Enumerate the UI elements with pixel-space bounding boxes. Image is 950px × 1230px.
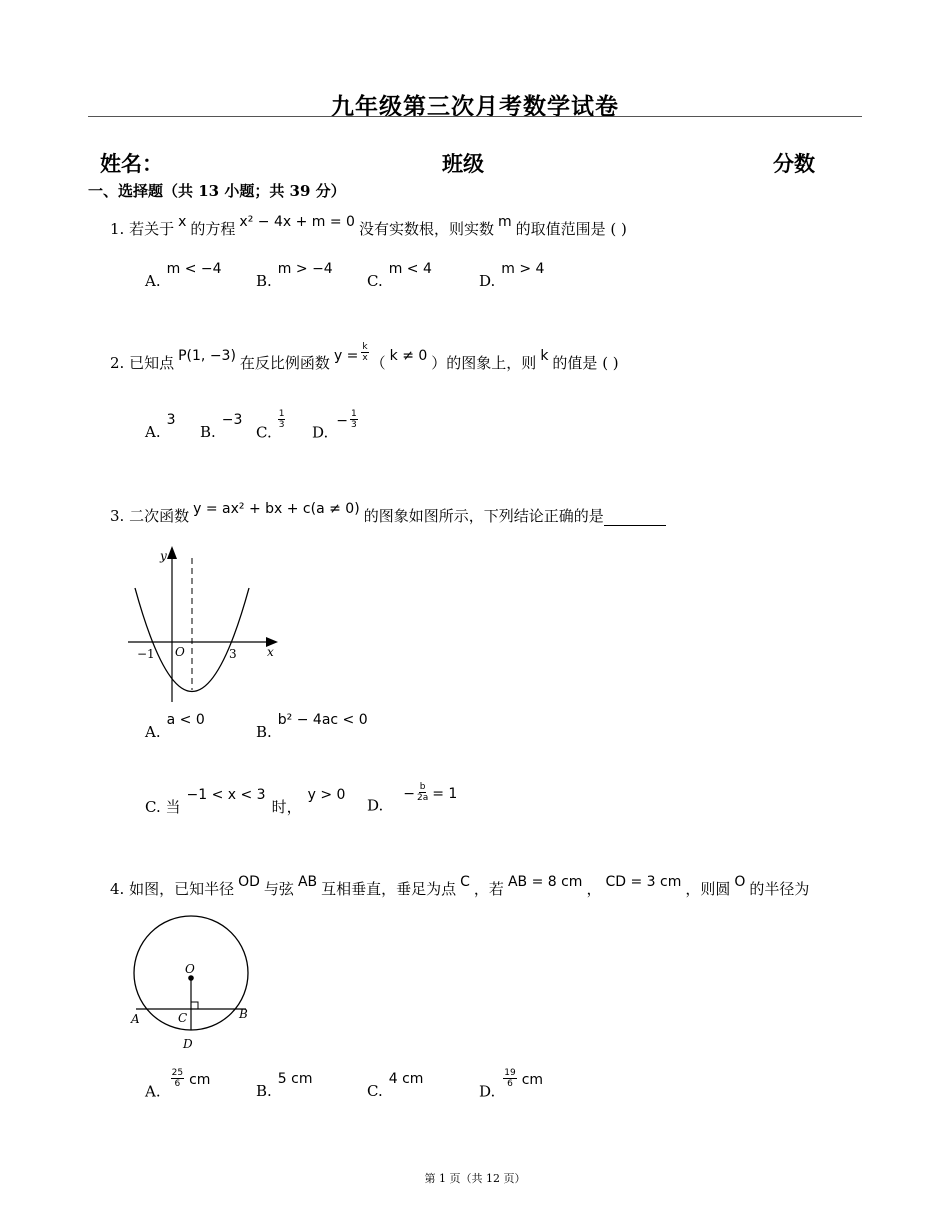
origin-label: O bbox=[175, 645, 185, 659]
option-math: y > 0 bbox=[307, 787, 346, 803]
q-text: 二次函数 bbox=[129, 507, 190, 525]
q-math: P(1, −3) bbox=[178, 348, 236, 364]
fraction-denominator: 6 bbox=[507, 1079, 513, 1089]
q1-option-c[interactable] bbox=[367, 261, 432, 290]
page-footer: 第 1 页（共 12 页） bbox=[424, 1172, 526, 1185]
label-b: B bbox=[239, 1007, 248, 1021]
option-label: B. bbox=[256, 1082, 272, 1100]
q3-option-b[interactable] bbox=[256, 712, 368, 741]
option-text: 时， bbox=[271, 798, 302, 816]
question-4 bbox=[110, 874, 810, 899]
option-unit: cm bbox=[189, 1071, 211, 1088]
option-math: m < −4 bbox=[166, 261, 222, 277]
y-axis-label: y bbox=[160, 549, 167, 563]
question-number: 1. bbox=[110, 220, 130, 238]
option-math: b² − 4ac < 0 bbox=[277, 712, 368, 728]
label-o: O bbox=[185, 962, 195, 976]
fraction-numerator: k bbox=[362, 341, 368, 352]
question-number: 3. bbox=[110, 507, 130, 525]
q4-option-c[interactable] bbox=[367, 1071, 424, 1100]
q-text: 的半径为 bbox=[749, 880, 810, 898]
option-math: 5 cm bbox=[277, 1071, 313, 1087]
q-math: AB bbox=[297, 874, 318, 890]
q-text: ，若 bbox=[473, 880, 504, 898]
page-title: 九年级第三次月考数学试卷 bbox=[331, 93, 619, 120]
score-label: 分数 bbox=[773, 151, 815, 176]
option-label: D. bbox=[312, 423, 329, 442]
q4-option-b[interactable] bbox=[256, 1071, 313, 1100]
option-math: 4 cm bbox=[388, 1071, 424, 1087]
q-text: 的图象如图所示，下列结论正确的是 bbox=[363, 507, 604, 525]
option-label: A. bbox=[145, 423, 161, 441]
fraction-numerator: 1 bbox=[278, 409, 285, 419]
option-label: B. bbox=[200, 423, 216, 441]
option-label: D. bbox=[367, 796, 384, 815]
fraction-denominator: 3 bbox=[351, 420, 357, 430]
class-label: 班级 bbox=[442, 151, 484, 176]
option-label: D. bbox=[479, 272, 496, 290]
q-math: y = bbox=[333, 348, 359, 364]
q4-option-a[interactable] bbox=[145, 1068, 211, 1103]
fraction-numerator: 19 bbox=[504, 1068, 516, 1078]
option-sign: − bbox=[336, 412, 348, 429]
fraction-denominator: 2a bbox=[417, 793, 429, 803]
q-text: 与弦 bbox=[263, 880, 294, 898]
q1-option-a[interactable] bbox=[145, 261, 222, 290]
right-root-label: 3 bbox=[229, 647, 237, 661]
option-label: B. bbox=[256, 723, 272, 741]
label-d: D bbox=[183, 1037, 193, 1051]
option-math: m < 4 bbox=[388, 261, 432, 277]
q2-option-c[interactable] bbox=[256, 409, 287, 444]
q-math: x² − 4x + m = 0 bbox=[239, 214, 355, 230]
option-label: A. bbox=[145, 723, 161, 741]
question-1 bbox=[110, 214, 627, 239]
q-fraction bbox=[361, 342, 368, 363]
option-math: m > −4 bbox=[277, 261, 333, 277]
right-angle-mark bbox=[191, 1002, 198, 1009]
q-text: 互相垂直，垂足为点 bbox=[321, 880, 457, 898]
option-label: C. bbox=[367, 272, 383, 290]
y-axis-arrow bbox=[167, 546, 177, 559]
q-text: 已知点 bbox=[129, 354, 175, 372]
option-fraction bbox=[171, 1068, 184, 1089]
fraction-numerator: b bbox=[419, 782, 426, 792]
fraction-numerator: 1 bbox=[351, 409, 357, 419]
q-math: k bbox=[540, 348, 549, 364]
section-heading: 一、选择题（共 13 小题；共 39 分） bbox=[88, 182, 346, 200]
fraction-denominator: 6 bbox=[174, 1079, 181, 1089]
fraction-numerator: 25 bbox=[171, 1068, 184, 1078]
option-label: C. bbox=[256, 423, 272, 442]
circle-figure bbox=[125, 915, 260, 1055]
label-a: A bbox=[131, 1012, 140, 1026]
title-divider bbox=[88, 116, 862, 117]
q-math: CD = 3 cm bbox=[605, 874, 682, 890]
option-fraction bbox=[503, 1068, 516, 1089]
question-3 bbox=[110, 501, 666, 526]
q4-option-d[interactable] bbox=[479, 1068, 544, 1103]
q-math: O bbox=[734, 874, 746, 890]
q-math: k ≠ 0 bbox=[389, 348, 428, 364]
option-label: D. bbox=[479, 1082, 496, 1101]
option-fraction bbox=[278, 409, 286, 430]
option-sign: − bbox=[403, 785, 415, 802]
left-root-label: −1 bbox=[137, 647, 155, 661]
option-math: a < 0 bbox=[166, 712, 205, 728]
q-text: 的方程 bbox=[190, 220, 236, 238]
option-label: C. bbox=[367, 1082, 383, 1100]
q-math: m bbox=[497, 214, 512, 230]
q-text: 的值是 ( ) bbox=[552, 354, 619, 372]
q2-option-d[interactable] bbox=[312, 409, 360, 444]
option-math: −3 bbox=[221, 412, 243, 428]
answer-blank[interactable] bbox=[604, 511, 666, 526]
label-c: C bbox=[178, 1011, 188, 1025]
q-text: 的取值范围是 ( ) bbox=[515, 220, 627, 238]
q-math: x bbox=[178, 214, 187, 230]
option-unit: cm bbox=[521, 1071, 544, 1088]
question-number: 4. bbox=[110, 880, 130, 898]
q-text: 若关于 bbox=[129, 220, 175, 238]
q-math: C bbox=[460, 874, 470, 890]
q-math: y = ax² + bx + c(a ≠ 0) bbox=[193, 501, 360, 517]
option-math: −1 < x < 3 bbox=[186, 787, 266, 803]
question-number: 2. bbox=[110, 354, 130, 372]
q2-option-a[interactable] bbox=[145, 412, 176, 441]
q-text: （ bbox=[370, 354, 386, 372]
option-math: 3 bbox=[166, 412, 176, 428]
question-2 bbox=[110, 341, 619, 375]
q-text: 没有实数根，则实数 bbox=[358, 220, 494, 238]
option-label: A. bbox=[145, 272, 161, 290]
option-fraction bbox=[350, 409, 358, 430]
q1-option-d[interactable] bbox=[479, 261, 545, 290]
q-math: AB = 8 cm bbox=[507, 874, 583, 890]
q-text: ，则圆 bbox=[685, 880, 731, 898]
q2-option-b[interactable] bbox=[200, 412, 243, 441]
center-point bbox=[188, 975, 194, 981]
q-text: 如图，已知半径 bbox=[129, 880, 235, 898]
option-label: C. 当 bbox=[145, 798, 181, 816]
fraction-denominator: 3 bbox=[278, 420, 285, 430]
q3-option-c[interactable] bbox=[145, 787, 346, 817]
option-math: = 1 bbox=[432, 785, 458, 802]
fraction-denominator: x bbox=[362, 352, 368, 363]
option-label: B. bbox=[256, 272, 272, 290]
x-axis-label: x bbox=[267, 645, 274, 659]
q-text: ， bbox=[586, 880, 602, 898]
option-math: m > 4 bbox=[501, 261, 545, 277]
name-label: 姓名： bbox=[100, 151, 163, 176]
q3-option-d[interactable] bbox=[367, 782, 458, 817]
q3-option-a[interactable] bbox=[145, 712, 205, 741]
q1-option-b[interactable] bbox=[256, 261, 333, 290]
option-label: A. bbox=[145, 1082, 161, 1101]
q-math: OD bbox=[238, 874, 260, 890]
q-text: ）的图象上，则 bbox=[431, 354, 537, 372]
option-fraction bbox=[417, 782, 428, 803]
parabola-graph bbox=[120, 540, 285, 710]
q-text: 在反比例函数 bbox=[239, 354, 330, 372]
